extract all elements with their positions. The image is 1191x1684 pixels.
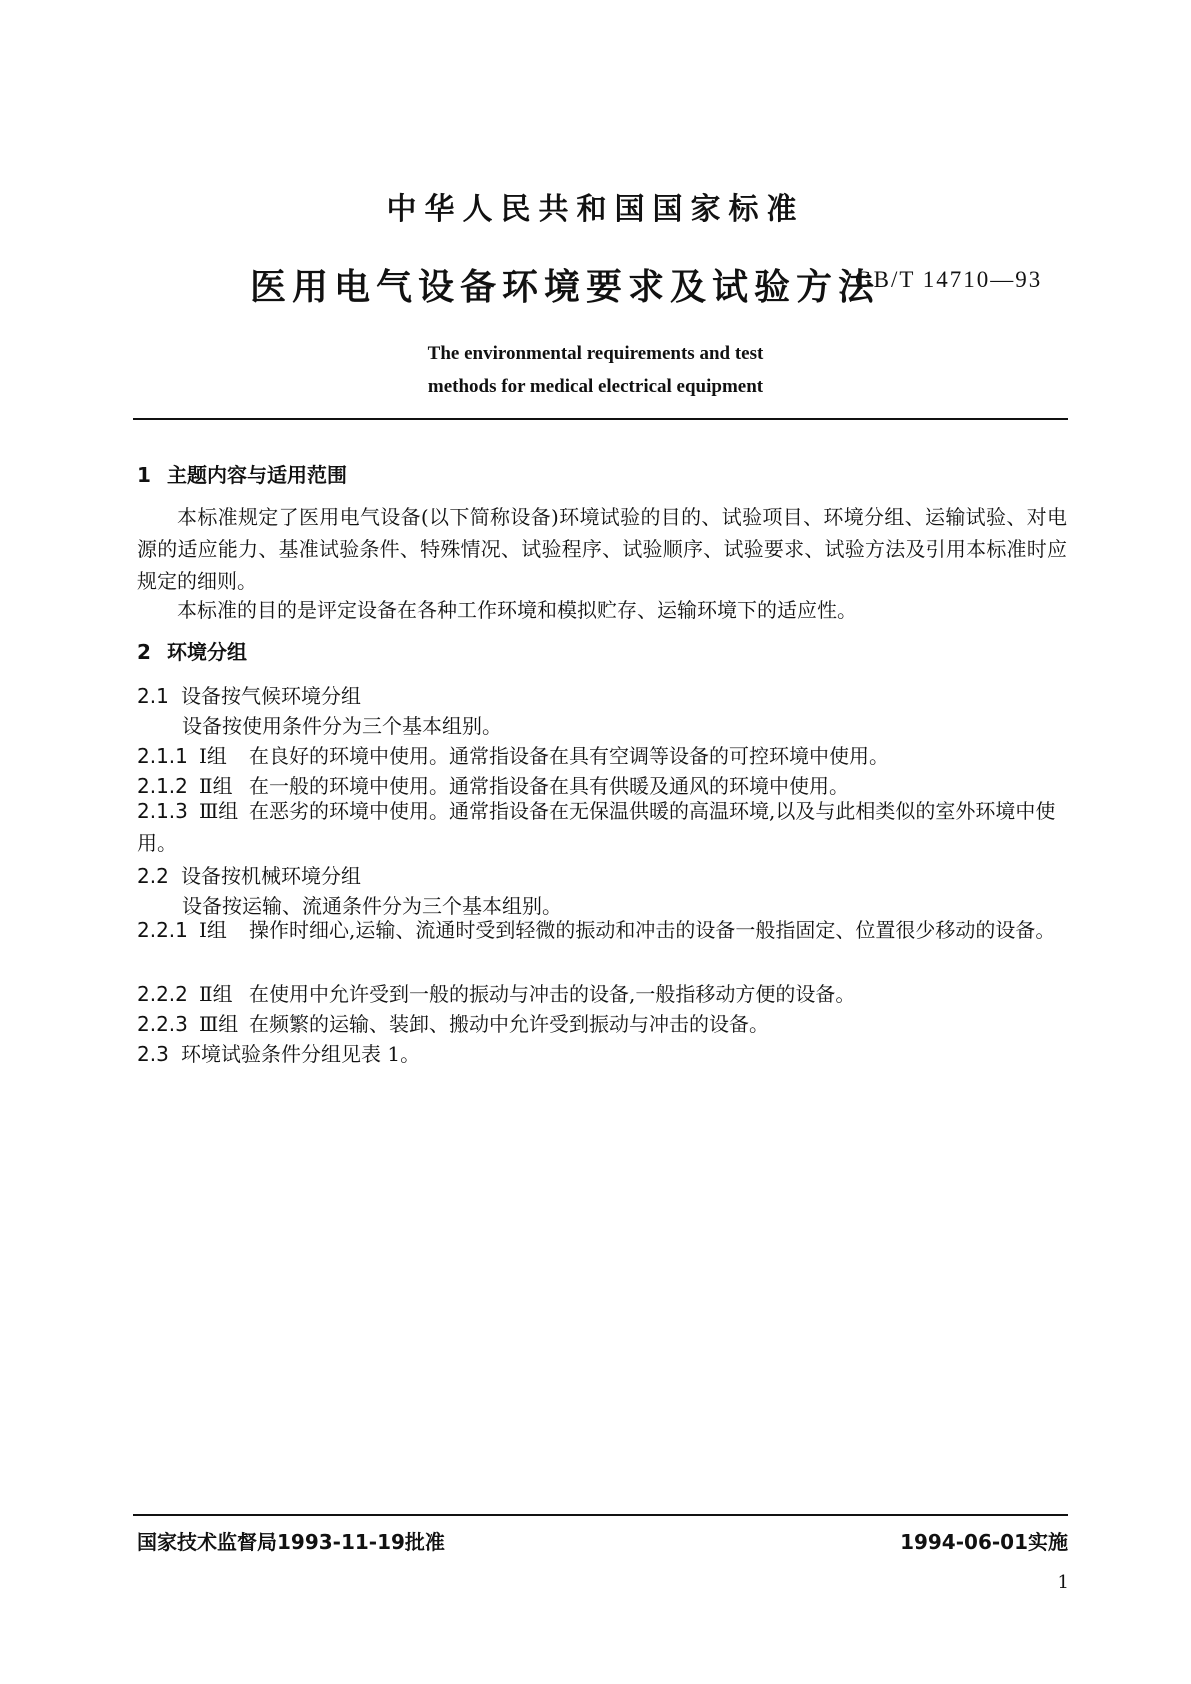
page-number: 1 <box>1057 1572 1069 1593</box>
implementation-date: 1994-06-01实施 <box>900 1530 1068 1554</box>
approval-date: 国家技术监督局1993-11-19批准 <box>137 1530 445 1554</box>
section-1-heading <box>137 459 347 488</box>
clause-2-1-description: 设备按使用条件分为三个基本组别。 <box>182 714 502 738</box>
document-title: 医用电气设备环境要求及试验方法 <box>250 267 881 308</box>
clause-text: 在良好的环境中使用。通常指设备在具有空调等设备的可控环境中使用。 <box>249 744 889 768</box>
clause-number: 2.2.3 <box>137 1012 188 1036</box>
clause-2-1-1 <box>137 740 889 769</box>
section-number: 1 <box>137 463 151 487</box>
group-label: Ⅲ组 <box>199 1012 239 1036</box>
english-title-line-1: The environmental requirements and test <box>427 343 764 364</box>
clause-2-2-2 <box>137 978 855 1007</box>
group-label: Ⅰ组 <box>199 744 227 768</box>
clause-number: 2.2.2 <box>137 982 188 1006</box>
group-label: Ⅱ组 <box>199 982 233 1006</box>
clause-2-3 <box>137 1038 420 1067</box>
clause-text: 环境试验条件分组见表 1。 <box>181 1042 421 1066</box>
clause-text: 在使用中允许受到一般的振动与冲击的设备,一般指移动方便的设备。 <box>249 982 856 1006</box>
clause-text: 在一般的环境中使用。通常指设备在具有供暖及通风的环境中使用。 <box>249 774 849 798</box>
group-label: Ⅱ组 <box>199 774 233 798</box>
national-standard-heading: 中华人民共和国国家标准 <box>386 192 805 227</box>
section-number: 2 <box>137 640 151 664</box>
standard-code: GB/T 14710—93 <box>855 267 1043 292</box>
section-1-paragraph-1: 本标准规定了医用电气设备(以下简称设备)环境试验的目的、试验项目、环境分组、运输试验、对电源的适应能力、基准试验条件、特殊情况、试验程序、试验顺序、试验要求、试验方法及引用本标准时应规定的细则。 <box>137 505 1067 593</box>
clause-2-1 <box>137 680 361 709</box>
clause-text: 在恶劣的环境中使用。通常指设备在无保温供暖的高温环境,以及与此相类似的室外环境中使用。 <box>137 799 1056 855</box>
section-title: 主题内容与适用范围 <box>167 463 347 487</box>
clause-number: 2.1.1 <box>137 744 188 768</box>
clause-text: 操作时细心,运输、流通时受到轻微的振动和冲击的设备一般指固定、位置很少移动的设备。 <box>249 918 1056 942</box>
english-title-line-2: methods for medical electrical equipment <box>427 376 764 397</box>
clause-number: 2.2 <box>137 864 169 888</box>
section-title: 环境分组 <box>167 640 247 664</box>
clause-2-1-3 <box>137 795 1067 859</box>
clause-title: 设备按机械环境分组 <box>181 864 361 888</box>
group-label: Ⅲ组 <box>199 799 239 823</box>
clause-number: 2.1.3 <box>137 799 188 823</box>
clause-2-2 <box>137 860 361 889</box>
section-2-heading <box>137 636 247 665</box>
clause-2-2-3 <box>137 1008 769 1037</box>
clause-2-2-1 <box>137 914 1067 946</box>
footer-divider <box>133 1514 1068 1516</box>
section-1-paragraph-2: 本标准的目的是评定设备在各种工作环境和模拟贮存、运输环境下的适应性。 <box>177 598 857 622</box>
clause-number: 2.2.1 <box>137 918 188 942</box>
header-divider <box>133 418 1068 420</box>
clause-2-2-description: 设备按运输、流通条件分为三个基本组别。 <box>182 894 562 918</box>
clause-text: 在频繁的运输、装卸、搬动中允许受到振动与冲击的设备。 <box>249 1012 769 1036</box>
clause-number: 2.3 <box>137 1042 169 1066</box>
clause-number: 2.1 <box>137 684 169 708</box>
clause-number: 2.1.2 <box>137 774 188 798</box>
group-label: Ⅰ组 <box>199 918 227 942</box>
clause-title: 设备按气候环境分组 <box>181 684 361 708</box>
